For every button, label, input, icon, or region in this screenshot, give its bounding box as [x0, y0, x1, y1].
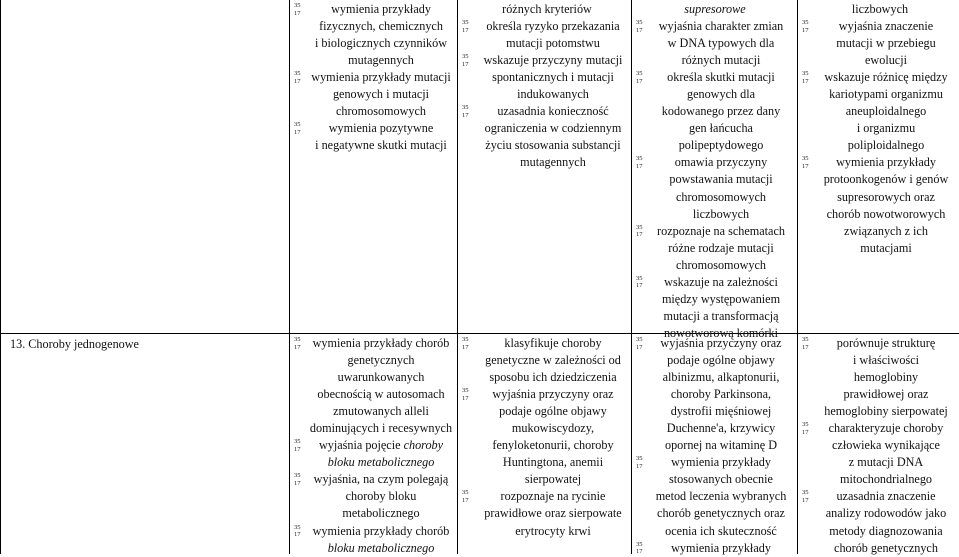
requirement-item: [294, 69, 454, 120]
item-line: metabolicznego: [342, 506, 420, 521]
requirement-item: [294, 1, 454, 69]
marker-top: 35: [462, 336, 469, 343]
requirement-item: [294, 471, 454, 522]
item-line: genowych dla: [686, 87, 756, 102]
item-line: spontanicznych i mutacji: [492, 70, 614, 85]
item-line: supresorowych oraz: [837, 189, 935, 204]
item-line: mutacji potomstwu: [506, 36, 600, 51]
requirement-item: [294, 437, 454, 471]
item-line: bloku metabolicznego: [327, 540, 435, 555]
marker-top: 35: [802, 19, 809, 27]
item-line: chromosomowych: [675, 257, 767, 272]
item-marker: [636, 336, 648, 351]
top-col4: [802, 1, 958, 257]
item-line: stosowanych obecnie: [669, 472, 773, 487]
item-line: rozpoznaje na schematach: [657, 223, 785, 238]
grid-line-col1: [457, 0, 458, 554]
item-line: i organizmu: [856, 121, 916, 136]
item-line: ewolucji: [865, 53, 907, 68]
continued-line: różnych kryteriów: [502, 2, 592, 16]
marker-top: 35: [802, 489, 809, 497]
item-line: choroby bloku: [345, 489, 417, 504]
marker-bottom: 17: [294, 128, 301, 136]
requirement-item: [294, 120, 454, 154]
grid-line-col0: [289, 0, 290, 554]
item-marker: [294, 2, 306, 17]
requirement-item: [636, 69, 794, 154]
item-marker: [636, 455, 648, 470]
marker-bottom: 17: [802, 26, 809, 34]
bottom-col2: [462, 335, 632, 540]
item-line: Duchenne'a, krzywicy: [666, 421, 776, 436]
bottom-col4: [802, 335, 958, 557]
item-marker: [462, 53, 474, 68]
marker-bottom: 17: [636, 548, 643, 556]
item-line: bloku metabolicznego: [327, 455, 435, 470]
item-marker: [636, 275, 648, 290]
requirement-item: [462, 18, 632, 52]
item-marker: [462, 19, 474, 34]
requirement-item: [462, 488, 632, 539]
item-line: protoonkogenów i genów: [823, 172, 949, 187]
item-line: klasyfikuje choroby: [504, 336, 602, 350]
item-line: genetyczne w zależności od: [485, 353, 621, 368]
marker-top: 35: [802, 421, 809, 429]
item-marker: [294, 438, 306, 453]
item-line: w DNA typowych dla: [667, 36, 775, 51]
item-line: wyjaśnia charakter zmian: [658, 19, 784, 34]
item-line: podaje ogólne objawy: [667, 353, 775, 368]
marker-bottom: 17: [462, 343, 469, 351]
item-line: człowieka wynikające: [832, 438, 940, 453]
item-line: omawia przyczyny: [674, 155, 768, 170]
item-line: obecnością w autosomach: [317, 387, 445, 402]
requirement-item: [636, 454, 794, 539]
marker-bottom: 17: [802, 77, 809, 85]
marker-bottom: 17: [802, 428, 809, 436]
requirement-item: [636, 335, 794, 454]
item-line: między występowaniem: [661, 291, 781, 306]
item-line: wyjaśnia, na czym polegają: [313, 472, 449, 487]
item-line: ograniczenia w codziennym: [484, 121, 622, 136]
item-line: charakteryzuje choroby: [828, 421, 944, 436]
marker-top: 35: [462, 387, 469, 395]
item-marker: [462, 387, 474, 402]
requirement-item: [636, 154, 794, 222]
item-line: i biologicznych czynników: [315, 36, 447, 51]
item-marker: [802, 19, 814, 34]
marker-top: 35: [294, 438, 301, 446]
requirement-item: [636, 274, 794, 342]
item-line: zmutowanych alleli: [333, 404, 429, 419]
requirement-item: [462, 386, 632, 488]
requirement-item: [636, 223, 794, 274]
marker-bottom: 17: [294, 445, 301, 453]
item-line: wyjaśnia przyczyny oraz: [492, 387, 614, 402]
marker-top: 35: [636, 70, 643, 78]
item-line: wymienia przykłady mutacji: [311, 70, 451, 85]
top-col1: [294, 1, 454, 154]
marker-top: 35: [462, 489, 469, 497]
item-marker: [636, 70, 648, 85]
marker-bottom: 17: [636, 231, 643, 239]
marker-bottom: 17: [294, 9, 301, 17]
marker-bottom: 17: [294, 343, 301, 351]
item-marker: [802, 336, 814, 351]
item-line: wyjaśnia przyczyny oraz: [660, 336, 782, 350]
item-line: mitochondrialnego: [839, 472, 933, 487]
item-line: kodowanego przez dany: [661, 104, 781, 119]
item-line: wyjaśnia pojęcie choroby: [318, 438, 444, 453]
marker-top: 35: [294, 2, 301, 9]
item-line: kariotypami organizmu: [829, 87, 943, 102]
item-line: uzasadnia znaczenie: [836, 489, 936, 504]
item-marker: [462, 336, 474, 351]
item-line: Huntingtona, anemii: [502, 455, 604, 470]
item-line: chorób genetycznych oraz: [657, 506, 785, 521]
item-line: wskazuje na zależności: [664, 274, 778, 289]
continued-line: supresorowe: [684, 2, 746, 16]
item-line: chromosomowych: [675, 189, 767, 204]
item-marker: [636, 19, 648, 34]
marker-top: 35: [294, 121, 301, 129]
item-line: chromosomowych: [335, 104, 427, 119]
item-line: opornej na witaminę D: [664, 438, 778, 453]
item-line: mutacji w przebiegu: [836, 36, 936, 51]
requirement-item: [636, 18, 794, 69]
marker-top: 35: [636, 19, 643, 27]
item-line: dominujących i recesywnych: [309, 421, 453, 436]
item-line: erytrocyty krwi: [515, 523, 591, 538]
marker-bottom: 17: [636, 343, 643, 351]
item-line: hemoglobiny sierpowatej: [824, 404, 948, 419]
item-marker: [802, 155, 814, 170]
item-line: wymienia przykłady chorób: [312, 336, 450, 350]
item-marker: [462, 104, 474, 119]
item-line: dystrofii mięśniowej: [670, 404, 772, 419]
item-line: liczbowych: [692, 206, 750, 221]
item-line: mukowiscydozy,: [511, 421, 595, 436]
marker-bottom: 17: [462, 111, 469, 119]
item-line: związanych z ich: [844, 223, 928, 238]
bottom-col3: [636, 335, 794, 557]
item-line: porównuje strukturę: [836, 336, 936, 350]
item-line: chorób nowotworowych: [826, 206, 946, 221]
item-line: życiu stosowania substancji: [485, 138, 621, 153]
item-marker: [636, 541, 648, 556]
item-line: genowych i mutacji: [332, 87, 430, 102]
marker-bottom: 17: [294, 531, 301, 539]
marker-top: 35: [636, 540, 643, 548]
italic-term: choroby: [403, 438, 444, 453]
item-line: albinizmu, alkaptonurii,: [662, 370, 780, 385]
requirement-item: [802, 154, 958, 256]
marker-top: 35: [636, 274, 643, 282]
requirement-item: [802, 18, 958, 69]
marker-top: 35: [802, 336, 809, 343]
item-marker: [462, 489, 474, 504]
marker-top: 35: [294, 70, 301, 78]
continued-line: liczbowych: [851, 2, 909, 16]
top-col3: [636, 1, 794, 342]
item-line: sposobu ich dziedziczenia: [489, 370, 617, 385]
marker-bottom: 17: [636, 462, 643, 470]
requirement-item: [802, 69, 958, 154]
item-line: różnych mutacji: [681, 53, 761, 68]
item-line: różne rodzaje mutacji: [668, 240, 774, 255]
item-line: genetycznych: [347, 353, 415, 368]
item-line: ocenia ich skuteczność: [665, 523, 777, 538]
requirement-item: [802, 335, 958, 420]
item-line: uzasadnia konieczność: [497, 104, 609, 119]
item-line: metod leczenia wybranych: [655, 489, 787, 504]
item-line: choroby Parkinsona,: [670, 387, 772, 402]
item-line: chorób genetycznych: [834, 540, 938, 555]
item-line: mutacji a transformacją: [663, 308, 779, 323]
item-line: z mutacji DNA: [848, 455, 924, 470]
marker-top: 35: [462, 104, 469, 112]
marker-bottom: 17: [462, 60, 469, 68]
marker-bottom: 17: [636, 282, 643, 290]
marker-top: 35: [294, 336, 301, 343]
marker-bottom: 17: [802, 497, 809, 505]
item-line: prawidłowe oraz sierpowate: [484, 506, 622, 521]
marker-bottom: 17: [462, 394, 469, 402]
item-line: fizycznych, chemicznych: [319, 19, 443, 34]
item-marker: [294, 70, 306, 85]
item-line: nowotworową komórki: [663, 325, 779, 340]
item-marker: [294, 121, 306, 136]
item-line: wymienia przykłady: [331, 2, 431, 16]
item-line: wymienia przykłady: [671, 540, 771, 555]
item-line: rozpoznaje na rycinie: [500, 489, 606, 504]
marker-top: 35: [636, 455, 643, 463]
item-line: podaje ogólne objawy: [499, 404, 607, 419]
requirement-item: [462, 335, 632, 386]
marker-bottom: 17: [294, 479, 301, 487]
marker-top: 35: [462, 19, 469, 27]
item-marker: [802, 421, 814, 436]
requirement-item: [802, 488, 958, 556]
item-line: polipeptydowego: [678, 138, 764, 153]
marker-top: 35: [802, 155, 809, 163]
row-label: 13. Choroby jednogenowe: [10, 337, 139, 351]
item-line: wskazuje różnicę między: [824, 70, 948, 85]
item-line: wskazuje przyczyny mutacji: [483, 53, 623, 68]
top-col2: [462, 1, 632, 171]
marker-top: 35: [294, 523, 301, 531]
grid-line-left: [0, 0, 1, 554]
item-marker: [802, 489, 814, 504]
requirement-item: [294, 335, 454, 437]
requirement-item: [462, 103, 632, 171]
item-marker: [802, 70, 814, 85]
item-line: analizy rodowodów jako: [825, 506, 947, 521]
requirement-item: [294, 523, 454, 557]
item-line: indukowanych: [517, 87, 589, 102]
marker-bottom: 17: [462, 497, 469, 505]
item-marker: [294, 524, 306, 539]
item-marker: [636, 224, 648, 239]
marker-bottom: 17: [636, 163, 643, 171]
item-line: mutacjami: [860, 240, 912, 255]
grid-line-col3: [797, 0, 798, 554]
row-divider: [0, 333, 959, 334]
item-line: określa skutki mutacji: [667, 70, 775, 85]
requirement-item: [462, 52, 632, 103]
item-line: prawidłowej oraz: [843, 387, 929, 402]
marker-bottom: 17: [802, 163, 809, 171]
marker-bottom: 17: [802, 343, 809, 351]
item-line: mutagennych: [520, 155, 586, 170]
marker-top: 35: [802, 70, 809, 78]
marker-top: 35: [294, 472, 301, 480]
item-line: gen łańcucha: [689, 121, 753, 136]
item-line: aneuploidalnego: [845, 104, 927, 119]
item-marker: [294, 336, 306, 351]
item-line: wymienia przykłady: [671, 455, 771, 470]
marker-bottom: 17: [294, 77, 301, 85]
item-line: powstawania mutacji: [669, 172, 773, 187]
item-line: wymienia przykłady chorób: [312, 523, 450, 538]
item-line: i właściwości: [852, 353, 919, 368]
item-line: i negatywne skutki mutacji: [315, 138, 447, 153]
bottom-col1: [294, 335, 454, 557]
item-marker: [294, 472, 306, 487]
item-line: hemoglobiny: [853, 370, 919, 385]
marker-top: 35: [462, 53, 469, 61]
marker-top: 35: [636, 336, 643, 343]
marker-top: 35: [636, 223, 643, 231]
marker-bottom: 17: [636, 77, 643, 85]
item-line: uwarunkowanych: [337, 370, 425, 385]
requirement-item: [636, 540, 794, 557]
item-marker: [636, 155, 648, 170]
item-line: poliploidalnego: [847, 138, 925, 153]
item-line: wymienia przykłady: [836, 155, 936, 170]
item-line: wyjaśnia znaczenie: [838, 19, 934, 34]
item-line: mutagennych: [348, 53, 414, 68]
item-line: wymienia pozytywne: [328, 121, 434, 136]
item-line: sierpowatej: [524, 472, 582, 487]
marker-bottom: 17: [636, 26, 643, 34]
item-line: metody diagnozowania: [829, 523, 943, 538]
item-line: fenyloketonurii, choroby: [492, 438, 614, 453]
marker-bottom: 17: [462, 26, 469, 34]
requirement-item: [802, 420, 958, 488]
item-line: określa ryzyko przekazania: [486, 19, 620, 34]
marker-top: 35: [636, 155, 643, 163]
